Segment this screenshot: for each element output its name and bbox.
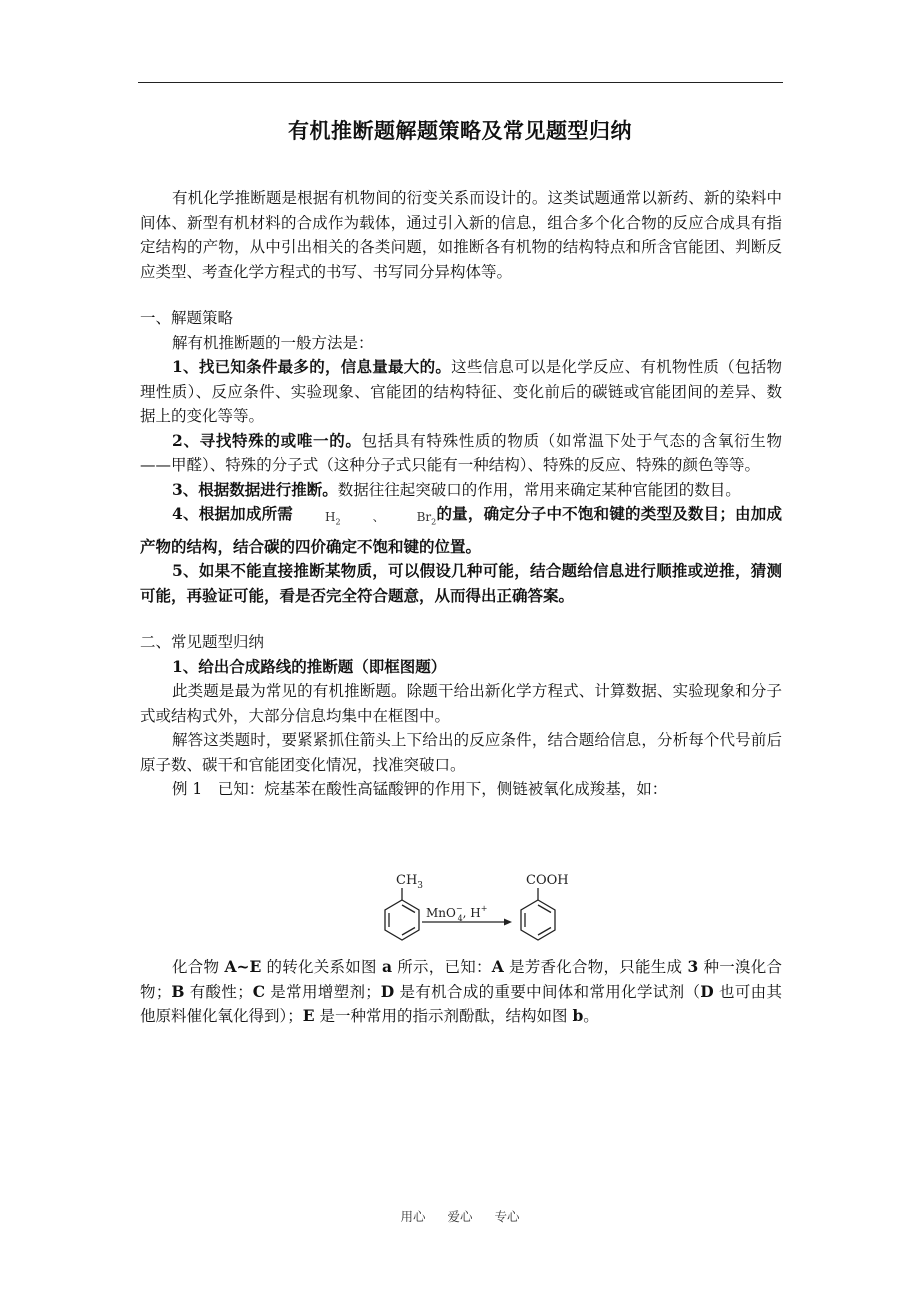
intro-paragraph: 有机化学推断题是根据有机物间的衍变关系而设计的。这类试题通常以新药、新的染料中间体、新型有机材料的合成作为载体，通过引入新的信息，组合多个化合物的反应合成具有指定结构的产物，从中引出相关的各类问题，如推断各有机物的结构特点和所含官能团、判断反应类型、考查化学方程式的书写、书写同分异构体等。 xyxy=(140,189,782,281)
carboxyl-group-label: COOH xyxy=(526,873,569,888)
strategy-item-2-text: 包括具有特殊性质的物质（如常温下处于气态的含氧衍生物——甲醛）、特殊的分子式（这种分子式只能有一种结构）、特殊的反应、特殊的颜色等等。 xyxy=(140,431,782,474)
strategy-item-4-pre: 4、根据加成所需 xyxy=(172,504,294,523)
section1-heading: 一、解题策略 xyxy=(140,309,234,327)
section2-para2: 解答这类题时，要紧紧抓住箭头上下给出的反应条件，结合题给信息，分析每个代号前后原子数、碳干和官能团变化情况，找准突破口。 xyxy=(140,731,782,774)
strategy-item-2 xyxy=(140,429,782,478)
strategy-item-3-label: 3、根据数据进行推断。 xyxy=(172,479,338,499)
header-rule xyxy=(138,82,783,83)
section2-para3: 化合物 A~E 的转化关系如图 a 所示，已知：A 是芳香化合物，只能生成 3 种一溴化合物；B 有酸性；C 是常用增塑剂；D 是有机合成的重要中间体和常用化学试剂（D 也可由其他原料催化氧化得到）；E 是一种常用的指示剂酚酞，结构如图 b。 xyxy=(140,957,782,1025)
section1-lead: 解有机推断题的一般方法是： xyxy=(172,333,374,352)
strategy-item-5-text: 可以假设几种可能，结合题给信息进行顺推或逆推，猜测可能，再验证可能，看是否完全符合题意，从而得出正确答案。 xyxy=(140,561,782,605)
formula-separator: 、 xyxy=(372,510,385,524)
reaction-arrowhead xyxy=(504,919,512,926)
document-body-continued xyxy=(140,955,782,1029)
methyl-group-label: $CH_3$ xyxy=(396,873,424,891)
strategy-item-2-label: 2、寻找特殊的或唯一的。 xyxy=(172,430,362,450)
formula-br2: $Br_2$ xyxy=(416,510,437,527)
strategy-item-4 xyxy=(140,502,782,559)
section2-heading: 二、常见题型归纳 xyxy=(140,633,265,652)
strategy-item-1-text: 这些信息可以是化学反应、有机物性质（包括物理性质）、反应条件、实验现象、官能团的结构特征、变化前后的碳链或官能团间的差异、数据上的变化等等。 xyxy=(140,358,782,425)
strategy-item-5-label: 5、如果不能直接推断某物质， xyxy=(172,561,389,581)
oxidation-scheme xyxy=(380,868,580,954)
strategy-item-1 xyxy=(140,355,782,429)
reagent-label: MnO− 4, H+ xyxy=(426,904,488,923)
strategy-item-3 xyxy=(140,478,782,503)
benzoic-acid-structure xyxy=(521,888,555,940)
section2-sub1: 1、给出合成路线的推断题（即框图题） xyxy=(172,656,447,676)
formula-h2: $H_2$ xyxy=(325,510,341,527)
strategy-item-1-label: 1、找已知条件最多的，信息量最大的。 xyxy=(172,357,452,376)
strategy-item-5 xyxy=(140,559,782,608)
strategy-item-3-text: 数据往往起突破口的作用，常用来确定某种官能团的数目。 xyxy=(337,480,741,499)
page-footer: 用心 爱心 专心 xyxy=(400,1209,520,1224)
toluene-structure xyxy=(385,888,419,940)
example-1-text: 例 1 已知：烷基苯在酸性高锰酸钾的作用下，侧链被氧化成羧基，如： xyxy=(172,780,668,799)
strategy-item-4-text: 的量，确定分子中不饱和键的类型及数目；由加成产物的结构，结合碳的四价确定不饱和键的位置。 xyxy=(140,504,782,556)
document-body xyxy=(140,186,782,802)
section2-para1: 此类题是最为常见的有机推断题。除题干给出新化学方程式、计算数据、实验现象和分子式或结构式外，大部分信息均集中在框图中。 xyxy=(140,682,782,725)
page-title: 有机推断题解题策略及常见题型归纳 xyxy=(288,118,632,143)
